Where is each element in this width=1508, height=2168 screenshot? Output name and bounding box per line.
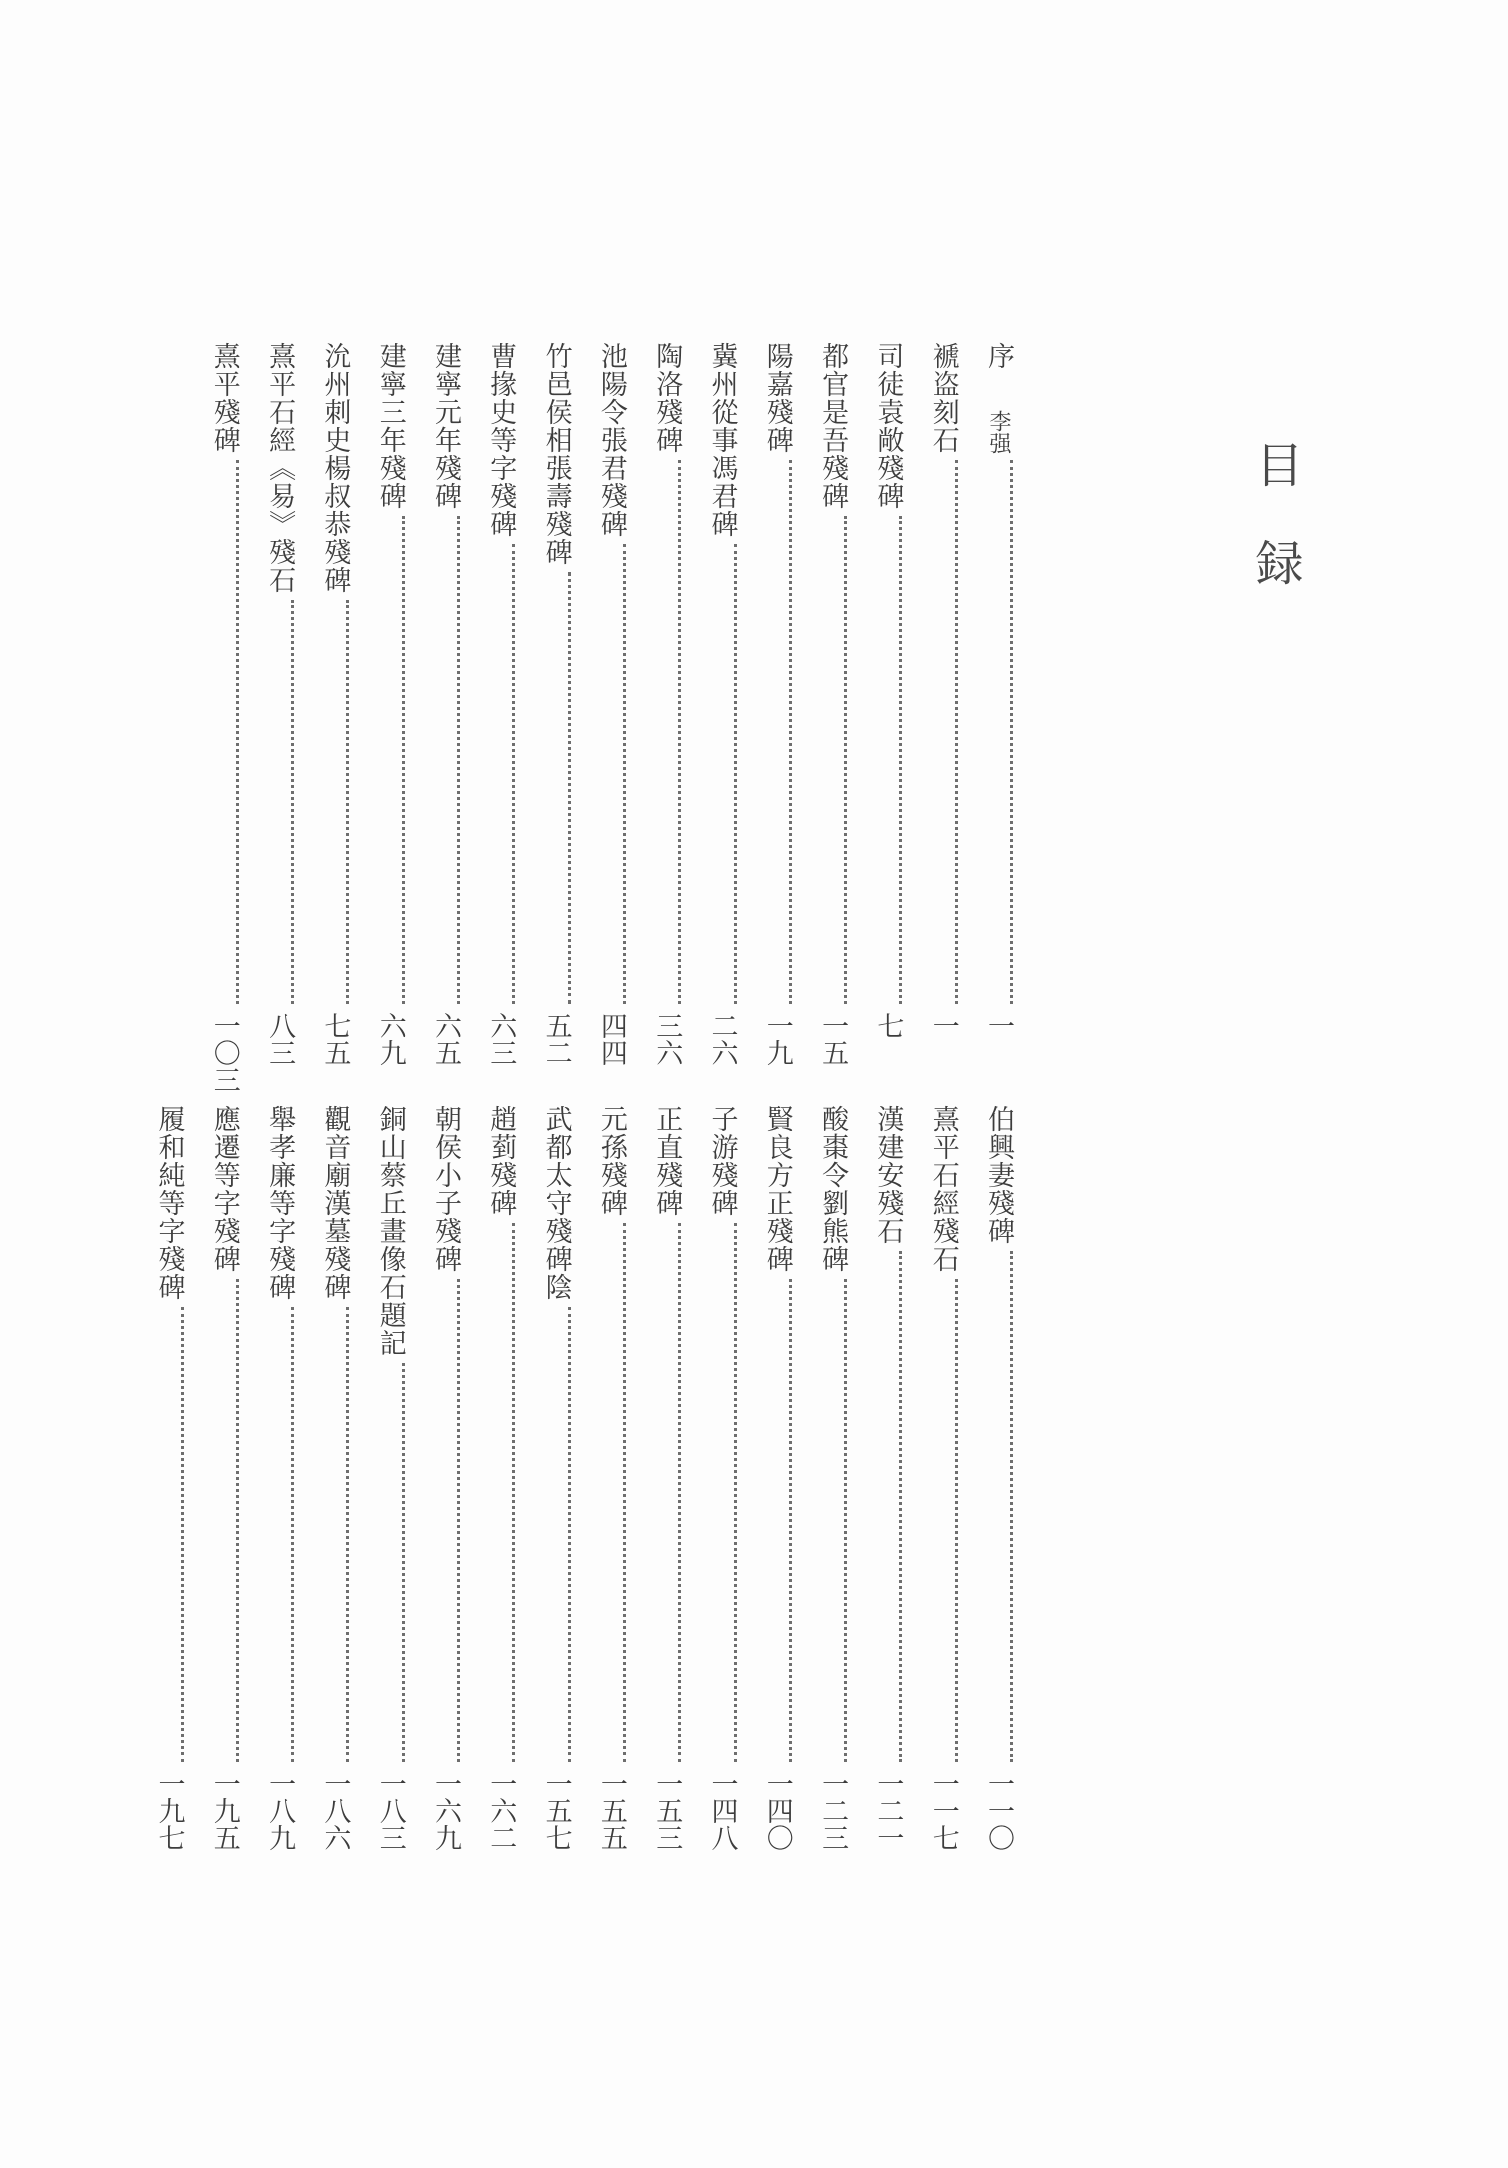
- toc-entry-title: 曹掾史等字殘碑: [485, 342, 517, 538]
- toc-entry-page-number: 一五: [817, 1012, 849, 1066]
- toc-entry[interactable]: [430, 342, 460, 1132]
- dotted-leader: [430, 1279, 460, 1762]
- dotted-leader: [430, 516, 460, 1004]
- toc-entry-title: 武都太守殘碑陰: [540, 1105, 572, 1301]
- toc-entry[interactable]: [817, 342, 847, 1132]
- toc-entry[interactable]: [485, 1105, 515, 1890]
- dotted-leader: [762, 1279, 792, 1762]
- toc-entry[interactable]: [651, 1105, 681, 1890]
- toc-entry-page-number: 一〇三: [208, 1012, 240, 1093]
- toc-entry-page-number: 六三: [485, 1012, 517, 1066]
- toc-entry[interactable]: [264, 1105, 294, 1890]
- dotted-leader: [209, 460, 239, 1004]
- toc-entry-page-number: 一五三: [651, 1770, 683, 1851]
- toc-entry[interactable]: [872, 342, 902, 1132]
- dotted-leader: [264, 600, 294, 1004]
- dotted-leader: [485, 1223, 515, 1762]
- toc-entry-title: 舉孝廉等字殘碑: [264, 1105, 296, 1301]
- dotted-leader: [154, 1307, 184, 1762]
- toc-entry-title: 趙菿殘碑: [485, 1105, 517, 1217]
- toc-entry-title: 履和純等字殘碑: [153, 1105, 185, 1301]
- page-title: 目録: [1247, 440, 1303, 636]
- toc-entry[interactable]: [375, 1105, 405, 1890]
- dotted-leader: [375, 1363, 405, 1762]
- toc-entry-page-number: 一二三: [817, 1770, 849, 1851]
- toc-entry-title: 元孫殘碑: [595, 1105, 627, 1217]
- toc-entry-title: 熹平石經《易》殘石: [264, 342, 296, 594]
- toc-entry-page-number: 一六二: [485, 1770, 517, 1851]
- toc-entry[interactable]: [485, 342, 515, 1132]
- toc-entry-title: 應遷等字殘碑: [208, 1105, 240, 1273]
- toc-entry-title: 熹平石經殘石: [927, 1105, 959, 1273]
- toc-entry-title: 陽嘉殘碑: [761, 342, 793, 454]
- toc-entry-title: 建寧元年殘碑: [430, 342, 461, 510]
- toc-entry-page-number: 一六九: [430, 1770, 461, 1851]
- toc-entry-title: 觀音廟漢墓殘碑: [319, 1105, 351, 1301]
- toc-entry-title: 正直殘碑: [651, 1105, 683, 1217]
- dotted-leader: [928, 460, 958, 1004]
- toc-entry-page-number: 一: [983, 1012, 1014, 1039]
- dotted-leader: [319, 1307, 349, 1762]
- toc-entry-page-number: 六九: [374, 1012, 406, 1066]
- toc-entry[interactable]: [928, 1105, 958, 1890]
- toc-entry-title: 沇州刺史楊叔恭殘碑: [319, 342, 351, 594]
- toc-entry-title: 伯興妻殘碑: [983, 1105, 1014, 1245]
- toc-entry-page-number: 一五五: [595, 1770, 627, 1851]
- toc-entry-page-number: 一八六: [319, 1770, 351, 1851]
- toc-entry[interactable]: [319, 1105, 349, 1890]
- toc-entry-page-number: 六五: [430, 1012, 461, 1066]
- toc-entry[interactable]: [154, 1105, 184, 1890]
- toc-entry-page-number: 五二: [540, 1012, 572, 1066]
- dotted-leader: [762, 460, 792, 1004]
- toc-entry[interactable]: [541, 1105, 571, 1890]
- dotted-leader: [817, 516, 847, 1004]
- toc-entry[interactable]: [983, 342, 1013, 1132]
- dotted-leader: [209, 1279, 239, 1762]
- toc-entry-title: 銅山蔡丘畫像石題記: [374, 1105, 406, 1357]
- dotted-leader: [651, 1223, 681, 1762]
- toc-entry-title: 朝侯小子殘碑: [430, 1105, 461, 1273]
- dotted-leader: [375, 516, 405, 1004]
- toc-entry-title: 子游殘碑: [706, 1105, 738, 1217]
- dotted-leader: [983, 460, 1013, 1004]
- dotted-leader: [319, 600, 349, 1004]
- toc-entry-page-number: 一九: [761, 1012, 793, 1066]
- toc-entry[interactable]: [541, 342, 571, 1132]
- toc-entry[interactable]: [872, 1105, 902, 1890]
- toc-entry-page-number: 二六: [706, 1012, 738, 1066]
- toc-entry-title: 竹邑侯相張壽殘碑: [540, 342, 572, 566]
- toc-entry-page-number: 四四: [595, 1012, 627, 1066]
- dotted-leader: [596, 544, 626, 1004]
- dotted-leader: [485, 544, 515, 1004]
- toc-entry[interactable]: [762, 342, 792, 1132]
- toc-entry[interactable]: [209, 1105, 239, 1890]
- toc-entry-title: 褫盗刻石: [927, 342, 959, 454]
- dotted-leader: [817, 1279, 847, 1762]
- toc-entry[interactable]: [817, 1105, 847, 1890]
- toc-entry-title: 池陽令張君殘碑: [595, 342, 627, 538]
- toc-entry-author: 李强: [986, 410, 1011, 454]
- toc-entry-title: 漢建安殘石: [872, 1105, 904, 1245]
- toc-entry-page-number: 一一〇: [983, 1770, 1014, 1851]
- toc-entry-title: 熹平殘碑: [208, 342, 240, 454]
- dotted-leader: [264, 1307, 294, 1762]
- dotted-leader: [651, 460, 681, 1004]
- toc-entry[interactable]: [264, 342, 294, 1132]
- toc-entry-title: 都官是吾殘碑: [817, 342, 849, 510]
- toc-entry[interactable]: [209, 342, 239, 1132]
- toc-entry[interactable]: [651, 342, 681, 1132]
- toc-entry[interactable]: [707, 1105, 737, 1890]
- toc-entry[interactable]: [596, 1105, 626, 1890]
- toc-entry-page-number: 一八三: [374, 1770, 406, 1851]
- toc-entry-title: 建寧三年殘碑: [374, 342, 406, 510]
- dotted-leader: [872, 1251, 902, 1762]
- toc-entry-page-number: 七五: [319, 1012, 351, 1066]
- toc-entry-page-number: 一二一: [872, 1770, 904, 1851]
- toc-entry-page-number: 七: [872, 1012, 904, 1039]
- toc-entry-page-number: 一四〇: [761, 1770, 793, 1851]
- toc-entry-page-number: 一九五: [208, 1770, 240, 1851]
- dotted-leader: [872, 516, 902, 1004]
- toc-entry-title: 冀州從事馮君碑: [706, 342, 738, 538]
- toc-entry[interactable]: [319, 342, 349, 1132]
- toc-entry-title: 酸棗令劉熊碑: [817, 1105, 849, 1273]
- toc-entry-page-number: 一四八: [706, 1770, 738, 1851]
- toc-entry-page-number: 一五七: [540, 1770, 572, 1851]
- toc-entry[interactable]: [762, 1105, 792, 1890]
- toc-entry-page-number: 八三: [264, 1012, 296, 1066]
- toc-entry[interactable]: [430, 1105, 460, 1890]
- toc-entry-title: 序: [983, 342, 1014, 370]
- toc-entry[interactable]: [596, 342, 626, 1132]
- toc-entry-page-number: 一九七: [153, 1770, 185, 1851]
- dotted-leader: [707, 544, 737, 1004]
- dotted-leader: [596, 1223, 626, 1762]
- dotted-leader: [541, 1307, 571, 1762]
- toc-entry-page-number: 一: [927, 1012, 959, 1039]
- toc-entry[interactable]: [707, 342, 737, 1132]
- dotted-leader: [541, 572, 571, 1004]
- toc-entry-page-number: 三六: [651, 1012, 683, 1066]
- toc-entry-page-number: 一八九: [264, 1770, 296, 1851]
- toc-entry-title: 陶洛殘碑: [651, 342, 683, 454]
- toc-entry-title: 賢良方正殘碑: [761, 1105, 793, 1273]
- dotted-leader: [983, 1251, 1013, 1762]
- toc-entry[interactable]: [983, 1105, 1013, 1890]
- toc-entry[interactable]: [928, 342, 958, 1132]
- toc-entry-page-number: 一一七: [927, 1770, 959, 1851]
- dotted-leader: [707, 1223, 737, 1762]
- dotted-leader: [928, 1279, 958, 1762]
- toc-entry[interactable]: [375, 342, 405, 1132]
- toc-entry-title: 司徒袁敞殘碑: [872, 342, 904, 510]
